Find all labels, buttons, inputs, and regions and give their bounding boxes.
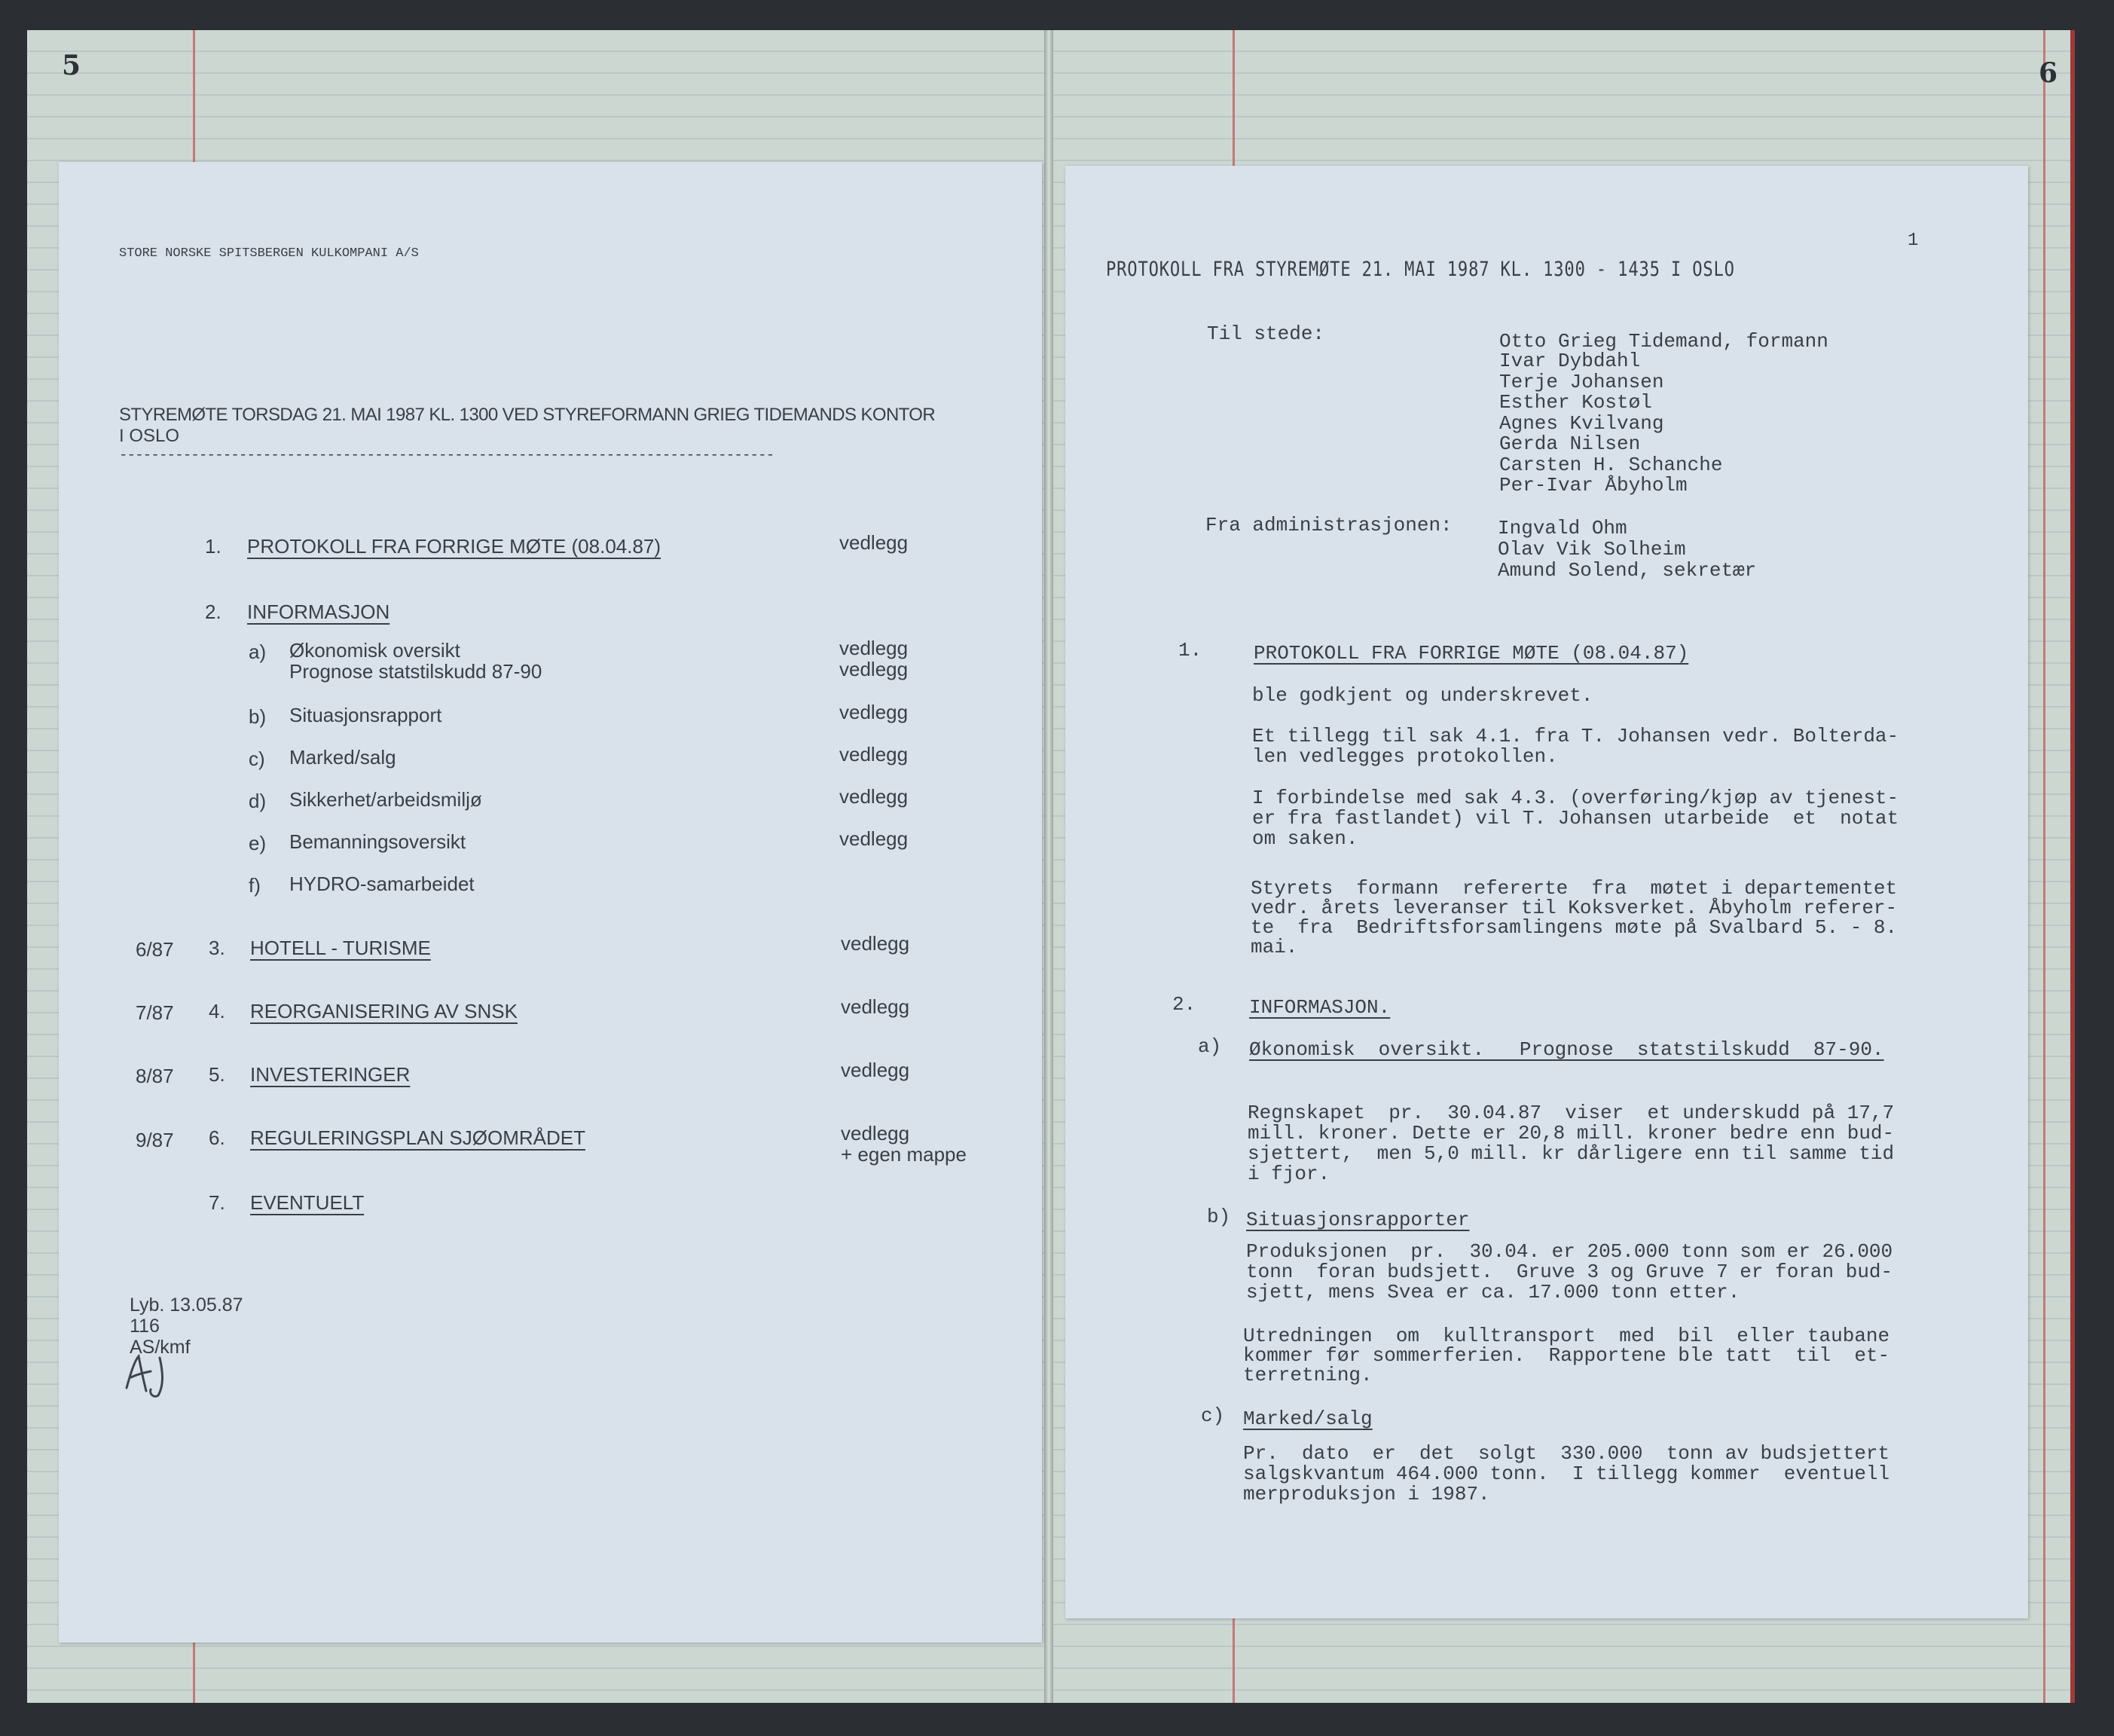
case-number: 9/87 (136, 1129, 174, 1151)
section-number: 2. (1172, 993, 1196, 1016)
agenda-sheet (59, 162, 1042, 1643)
heading-separator: ---------------------------------------------------------------------------------- (119, 447, 774, 463)
sub-item-letter: d) (249, 790, 267, 812)
paragraph-line: Et tillegg til sak 4.1. fra T. Johansen vedr. Bolterda- (1252, 725, 1899, 747)
subsection-title: Økonomisk oversikt. Prognose statstilskudd 87-90. (1249, 1038, 1884, 1061)
attachment-note: vedlegg (839, 658, 909, 680)
paragraph-line: Produksjonen pr. 30.04. er 205.000 tonn som er 26.000 (1246, 1240, 1893, 1263)
section-title: PROTOKOLL FRA FORRIGE MØTE (08.04.87) (1254, 642, 1689, 665)
present-member: Otto Grieg Tidemand, formann (1499, 330, 1828, 353)
footer-ref: 116 (130, 1316, 160, 1337)
paragraph-line: Regnskapet pr. 30.04.87 viser et underskudd på 17,7 (1248, 1102, 1895, 1124)
admin-member: Olav Vik Solheim (1498, 538, 1686, 561)
agenda-item-number: 6. (209, 1126, 225, 1149)
paragraph-line: vedr. årets leveranser til Koksverket. Åbyholm referer- (1251, 897, 1898, 919)
company-name: STORE NORSKE SPITSBERGEN KULKOMPANI A/S (119, 246, 419, 261)
agenda-item-title: REORGANISERING AV SNSK (250, 1000, 518, 1022)
agenda-heading-line2: I OSLO (119, 426, 180, 446)
case-number: 6/87 (136, 938, 174, 961)
agenda-item-number: 5. (209, 1063, 225, 1086)
attachment-note: vedlegg (841, 995, 910, 1018)
subsection-letter: c) (1201, 1404, 1225, 1427)
paragraph-line: sjett, mens Svea er ca. 17.000 tonn etter. (1246, 1281, 1740, 1304)
minutes-sheet (1065, 166, 2028, 1618)
attachment-note: vedlegg (841, 1122, 910, 1145)
admin-member: Ingvald Ohm (1498, 517, 1627, 539)
sub-item-text: Sikkerhet/arbeidsmiljø (289, 788, 482, 811)
section-title: INFORMASJON. (1249, 996, 1391, 1019)
attachment-note: + egen mappe (841, 1143, 967, 1166)
footer-initials: AS/kmf (130, 1337, 191, 1358)
sub-item-letter: b) (249, 705, 267, 728)
present-member: Ivar Dybdahl (1499, 350, 1641, 372)
subsection-letter: b) (1207, 1206, 1231, 1228)
subsection-title: Situasjonsrapporter (1246, 1209, 1470, 1231)
present-member: Agnes Kvilvang (1499, 412, 1664, 435)
sub-item-letter: e) (249, 832, 267, 854)
paragraph-line: om saken. (1252, 827, 1358, 850)
sub-item-text: Økonomisk oversikt (289, 639, 460, 662)
paragraph-line: tonn foran budsjett. Gruve 3 og Gruve 7 er foran bud- (1246, 1261, 1893, 1283)
attachment-note: vedlegg (839, 531, 909, 554)
paragraph-line: er fra fastlandet) vil T. Johansen utarbeide et notat (1252, 807, 1899, 830)
section-number: 1. (1178, 639, 1202, 662)
paragraph-line: kommer før sommerferien. Rapportene ble tatt til et- (1243, 1344, 1890, 1367)
paragraph-line: len vedlegges protokollen. (1252, 745, 1558, 768)
paragraph-line: I forbindelse med sak 4.3. (overføring/kjøp av tjenest- (1252, 787, 1899, 809)
paragraph-line: salgskvantum 464.000 tonn. I tillegg kommer eventuell (1243, 1462, 1890, 1485)
agenda-item-number: 3. (209, 937, 225, 959)
case-number: 7/87 (136, 1001, 174, 1024)
present-member: Per-Ivar Åbyholm (1499, 474, 1688, 497)
sub-item-text: Bemanningsoversikt (289, 830, 466, 853)
attachment-note: vedlegg (839, 785, 909, 808)
paragraph-line: i fjor. (1248, 1163, 1330, 1185)
paragraph-line: te fra Bedriftsforsamlingens møte på Svalbard 5. - 8. (1251, 916, 1898, 939)
agenda-heading: STYREMØTE TORSDAG 21. MAI 1987 KL. 1300 VED STYREFORMANN GRIEG TIDEMANDS KONTOR (119, 405, 936, 425)
agenda-item-number: 1. (205, 535, 221, 558)
sub-item-text: Situasjonsrapport (289, 704, 442, 726)
paragraph-line: merproduksjon i 1987. (1243, 1483, 1490, 1505)
agenda-item-number: 4. (209, 1000, 225, 1022)
present-member: Gerda Nilsen (1499, 432, 1641, 455)
paragraph-line: Utredningen om kulltransport med bil eller taubane (1243, 1325, 1890, 1347)
present-member: Terje Johansen (1499, 371, 1664, 393)
sub-item-letter: c) (249, 747, 265, 770)
case-number: 8/87 (136, 1065, 174, 1087)
agenda-item-title: REGULERINGSPLAN SJØOMRÅDET (250, 1126, 585, 1149)
admin-member: Amund Solend, sekretær (1498, 559, 1757, 582)
present-member: Esther Kostøl (1499, 391, 1652, 414)
handwritten-initials (121, 1349, 188, 1401)
paragraph-line: mill. kroner. Dette er 20,8 mill. kroner bedre enn bud- (1248, 1122, 1895, 1145)
attachment-note: vedlegg (839, 743, 909, 766)
left-page-number: 5 (62, 50, 81, 81)
sub-item-text: Prognose statstilskudd 87-90 (289, 660, 542, 683)
footer-date: Lyb. 13.05.87 (130, 1294, 243, 1316)
right-page-number: 6 (2039, 57, 2058, 89)
agenda-item-title: EVENTUELT (250, 1191, 365, 1214)
minutes-title: PROTOKOLL FRA STYREMØTE 21. MAI 1987 KL. 1300 - 1435 I OSLO (1106, 258, 1735, 281)
agenda-item-title: INFORMASJON (247, 601, 390, 623)
paragraph-line: Pr. dato er det solgt 330.000 tonn av budsjettert (1243, 1442, 1890, 1465)
attachment-note: vedlegg (841, 932, 910, 955)
sub-item-letter: f) (249, 874, 261, 897)
sheet-page-number: 1 (1908, 231, 1919, 251)
margin-line (2043, 30, 2045, 1703)
agenda-item-title: HOTELL - TURISME (250, 937, 431, 959)
present-label: Til stede: (1207, 322, 1325, 345)
agenda-item-number: 7. (209, 1191, 225, 1214)
sub-item-text: HYDRO-samarbeidet (289, 873, 475, 895)
attachment-note: vedlegg (839, 637, 909, 659)
subsection-title: Marked/salg (1243, 1407, 1373, 1430)
subsection-letter: a) (1198, 1035, 1222, 1058)
attachment-note: vedlegg (841, 1059, 910, 1081)
agenda-item-title: INVESTERINGER (250, 1063, 411, 1086)
attachment-note: vedlegg (839, 701, 909, 723)
sub-item-letter: a) (249, 640, 267, 663)
agenda-item-number: 2. (205, 601, 221, 623)
book-spine (1044, 30, 1053, 1703)
paragraph-line: sjettert, men 5,0 mill. kr dårligere enn til samme tid (1248, 1142, 1895, 1165)
paragraph-line: terretning. (1243, 1364, 1373, 1386)
present-member: Carsten H. Schanche (1499, 454, 1723, 476)
admin-label: Fra administrasjonen: (1205, 514, 1453, 536)
paragraph-line: mai. (1251, 936, 1298, 958)
paragraph-line: Styrets formann refererte fra møtet i departementet (1251, 877, 1898, 900)
paragraph-line: ble godkjent og underskrevet. (1252, 684, 1593, 707)
agenda-item-title: PROTOKOLL FRA FORRIGE MØTE (08.04.87) (247, 535, 661, 558)
attachment-note: vedlegg (839, 827, 909, 850)
sub-item-text: Marked/salg (289, 746, 396, 769)
